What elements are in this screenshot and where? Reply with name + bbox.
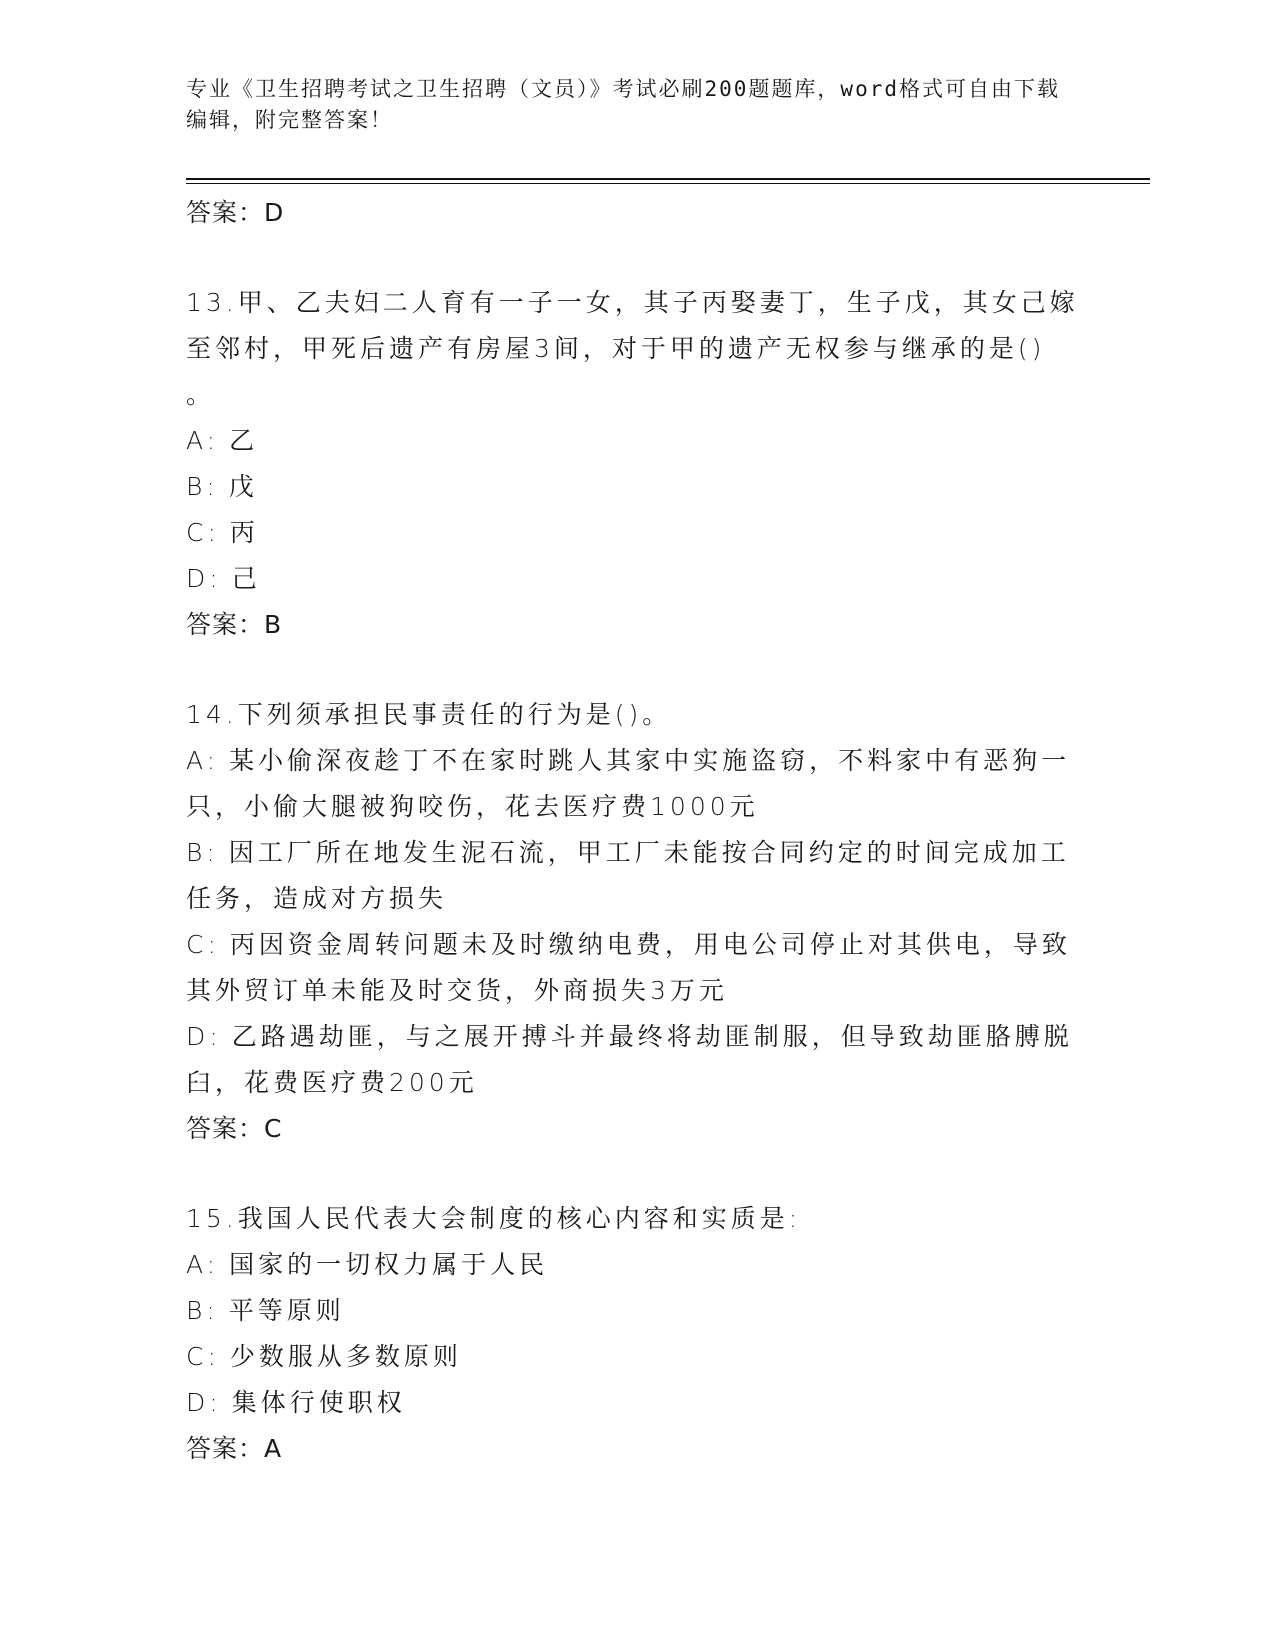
option-text: 平等原则 — [228, 1296, 345, 1325]
question-stem-line: 14.下列须承担民事责任的行为是()。 — [186, 700, 672, 729]
option-key: D: — [186, 1022, 222, 1051]
option-b — [186, 1288, 1086, 1334]
option-key: A: — [186, 746, 220, 775]
previous-answer: 答案：D — [186, 198, 285, 227]
option-c — [186, 1334, 1086, 1380]
option-key: C: — [186, 518, 220, 547]
option-a — [186, 1242, 1086, 1288]
option-d — [186, 1380, 1086, 1426]
question-13 — [186, 280, 1086, 647]
answer-14: 答案：C — [186, 1114, 283, 1143]
option-key: B: — [186, 838, 219, 867]
question-content — [186, 190, 1086, 1471]
option-key: C: — [186, 1342, 220, 1371]
option-b — [186, 464, 1086, 510]
option-text: 乙 — [229, 426, 259, 455]
option-a — [186, 418, 1086, 464]
option-text: 少数服从多数原则 — [229, 1342, 462, 1371]
option-text: 集体行使职权 — [231, 1388, 406, 1417]
option-text: 丙 — [229, 518, 259, 547]
option-b — [186, 830, 1086, 876]
question-14 — [186, 692, 1086, 1151]
option-c — [186, 922, 1086, 968]
option-text: 国家的一切权力属于人民 — [229, 1250, 549, 1279]
option-a-continued: 只，小偷大腿被狗咬伤，花去医疗费1000元 — [186, 792, 759, 821]
option-key: A: — [186, 1250, 220, 1279]
option-key: D: — [186, 564, 222, 593]
header-divider-thin — [186, 183, 1150, 184]
option-key: B: — [186, 1296, 219, 1325]
document-header — [186, 74, 1066, 136]
question-15 — [186, 1196, 1086, 1471]
option-key: C: — [186, 930, 220, 959]
question-stem-line: 至邻村，甲死后遗产有房屋3间，对于甲的遗产无权参与继承的是() — [186, 334, 1046, 363]
question-stem-line: 15.我国人民代表大会制度的核心内容和实质是: — [186, 1204, 802, 1233]
question-stem-line: 。 — [186, 380, 216, 409]
header-divider-thick — [186, 178, 1150, 180]
option-text: 因工厂所在地发生泥石流，甲工厂未能按合同约定的时间完成加工 — [228, 838, 1070, 867]
option-text: 丙因资金周转问题未及时缴纳电费，用电公司停止对其供电，导致 — [229, 930, 1071, 959]
option-text: 己 — [231, 564, 261, 593]
option-c — [186, 510, 1086, 556]
option-d-continued: 臼，花费医疗费200元 — [186, 1068, 478, 1097]
option-text: 某小偷深夜趁丁不在家时跳人其家中实施盗窃，不料家中有恶狗一 — [229, 746, 1071, 775]
option-d — [186, 1014, 1086, 1060]
option-key: D: — [186, 1388, 222, 1417]
option-a — [186, 738, 1086, 784]
option-b-continued: 任务，造成对方损失 — [186, 884, 448, 913]
answer-13: 答案：B — [186, 610, 283, 639]
header-text: 专业《卫生招聘考试之卫生招聘（文员）》考试必刷200题题库，word格式可自由下载编辑，附完整答案！ — [186, 77, 1060, 132]
option-text: 戊 — [228, 472, 258, 501]
option-key: B: — [186, 472, 219, 501]
option-c-continued: 其外贸订单未能及时交货，外商损失3万元 — [186, 976, 728, 1005]
option-text: 乙路遇劫匪，与之展开搏斗并最终将劫匪制服，但导致劫匪胳膊脱 — [231, 1022, 1073, 1051]
option-d — [186, 556, 1086, 602]
question-stem-line: 13.甲、乙夫妇二人育有一子一女，其子丙娶妻丁，生子戊，其女己嫁 — [186, 288, 1079, 317]
answer-15: 答案：A — [186, 1434, 283, 1463]
option-key: A: — [186, 426, 220, 455]
